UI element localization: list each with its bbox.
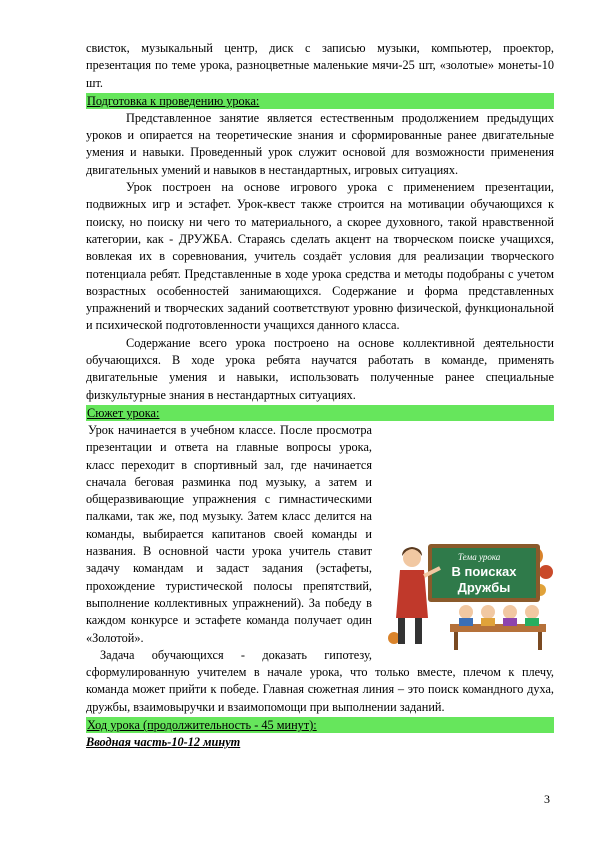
illustration-caption-big-1: В поисках bbox=[451, 563, 517, 579]
heading-course: Ход урока (продолжительность - 45 минут): bbox=[86, 717, 554, 733]
illustration-caption-big-2: Дружбы bbox=[457, 579, 511, 595]
heading-prep: Подготовка к проведению урока: bbox=[86, 93, 554, 109]
document-page bbox=[86, 40, 554, 751]
para-plot-2: Задача обучающихся - доказать гипотезу, сформулированную учителем в начале урока, что только вместе, плечом к плечу, команда может прийти к победе. Главная сюжетная линия – это поиск командного духа, дружбы, взаимовыручки и взаимопомощи при выполнении заданий. bbox=[86, 647, 554, 714]
para-prep-1: Представленное занятие является естественным продолжением предыдущих уроков и опирается на теоретические знания и сформированные ранее двигательные умения и навыки. Проведенный урок служит основой для возможности применения двигательных умений и навыков в нестандартных, игровых ситуациях. bbox=[86, 110, 554, 177]
page-number: 3 bbox=[544, 792, 550, 806]
lesson-illustration bbox=[384, 538, 554, 654]
para-intro: свисток, музыкальный центр, диск с записью музыки, компьютер, проектор, презентация по теме урока, разноцветные маленькие мячи-25 шт, «золотые» монеты-10 шт. bbox=[86, 41, 554, 90]
lesson-illustration-graphic bbox=[384, 538, 554, 654]
para-prep-3: Содержание всего урока построено на основе коллективной деятельности обучающихся. В ходе урока ребята научатся работать в команде, применять двигательные умения и навыки, использовать полученные ранее специальные физкультурные знания в нестандартных ситуациях. bbox=[86, 335, 554, 402]
illustration-caption-small: Тема урока bbox=[458, 551, 501, 562]
para-plot-1: Урок начинается в учебном классе. После просмотра презентации и ответа на главные вопросы урока, класс переходит в спортивный зал, где начинается сначала беговая разминка под музыку, а затем и общеразвивающие упражнения с гимнастическими палками, так же, под музыку. Затем класс делится на команды, выбирается капитанов своей команды и названия. В основной части урока учитель ставит задачу командам и задаст задания (эстафеты, прохождение туристической полосы препятствий, выполнение коллективных упражнений). За победу в каждом конкурсе и эстафете команда получает один «Золотой». bbox=[86, 422, 372, 645]
heading-plot: Сюжет урока: bbox=[86, 405, 554, 421]
subheading-intro-part: Вводная часть-10-12 минут bbox=[86, 734, 241, 749]
para-prep-2: Урок построен на основе игрового урока с применением презентации, подвижных игр и эстафет. Урок-квест также строится на мотивации обучающихся к поиску, но поиску ни чего то материального, а скорее духовного, такой нравственной категории, как - ДРУЖБА. Стараясь сделать акцент на творческом поиске учащихся, вовлекая их в соревнования, учитель создаёт условия для реализации творческого потенциала ребят. Представленные в ходе урока средства и методы подобраны с учетом возрастных особенностей занимающихся. Содержание и форма представленных упражнений и творческих заданий соответствуют уровню физической, функциональной и психической подготовленности учащихся данного класса. bbox=[86, 180, 554, 333]
